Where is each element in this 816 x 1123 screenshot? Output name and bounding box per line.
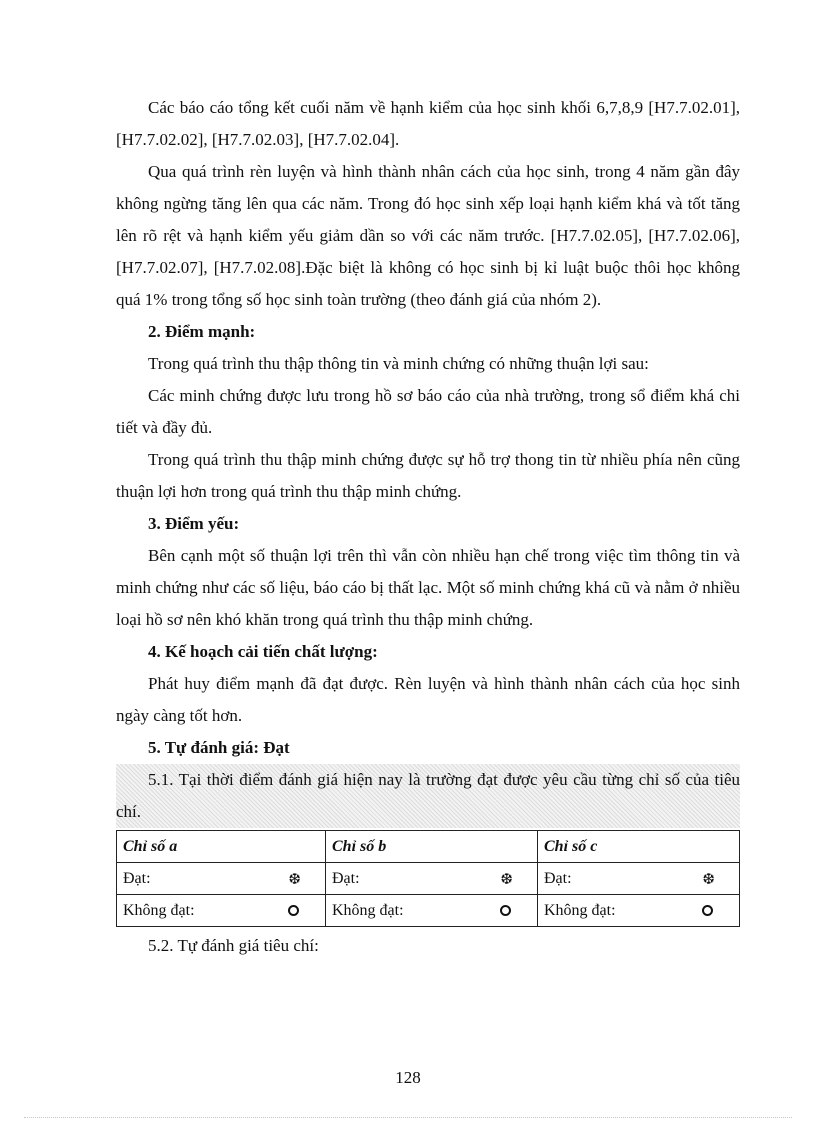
fail-label: Không đạt: xyxy=(332,901,404,919)
paragraph-evidence-stored: Các minh chứng được lưu trong hồ sơ báo cáo của nhà trường, trong sổ điểm khá chi tiết và đầy đủ. xyxy=(116,386,740,437)
header-index-a: Chỉ số a xyxy=(117,831,326,863)
paragraph-criteria-self: 5.2. Tự đánh giá tiêu chí: xyxy=(148,936,319,955)
pass-label: Đạt: xyxy=(123,869,151,887)
fail-label: Không đạt: xyxy=(123,901,195,919)
snowflake-icon: ❆ xyxy=(500,869,513,888)
ring-icon xyxy=(500,905,511,916)
document-page xyxy=(116,92,740,962)
paragraph-support: Trong quá trình thu thập minh chứng được sự hỗ trợ thong tin từ nhiều phía nên cũng thuận lợi hơn trong quá trình thu thập minh chứng. xyxy=(116,450,740,501)
cell-c-pass xyxy=(538,863,740,895)
header-index-b: Chỉ số b xyxy=(326,831,538,863)
cell-b-pass xyxy=(326,863,538,895)
cell-a-pass xyxy=(117,863,326,895)
fail-label: Không đạt: xyxy=(544,901,616,919)
page-number: 128 xyxy=(395,1068,421,1087)
ring-icon xyxy=(702,905,713,916)
heading-improvement-plan: 4. Kế hoạch cải tiến chất lượng: xyxy=(148,642,378,661)
paragraph-advantages-intro: Trong quá trình thu thập thông tin và minh chứng có những thuận lợi sau: xyxy=(148,354,649,373)
criteria-table xyxy=(116,830,740,927)
pass-label: Đạt: xyxy=(544,869,572,887)
cell-c-fail xyxy=(538,895,740,927)
paragraph-reports: Các báo cáo tổng kết cuối năm về hạnh kiểm của học sinh khối 6,7,8,9 [H7.7.02.01], [H7.7.02.02], [H7.7.02.03], [H7.7.02.04]. xyxy=(116,98,740,149)
heading-strengths: 2. Điểm mạnh: xyxy=(148,322,256,341)
snowflake-icon: ❆ xyxy=(288,869,301,888)
table-row-pass xyxy=(117,863,740,895)
paragraph-conduct-progress: Qua quá trình rèn luyện và hình thành nhân cách của học sinh, trong 4 năm gần đây không ngừng tăng lên qua các năm. Trong đó học sinh xếp loại hạnh kiểm khá và tốt tăng lên rõ rệt và hạnh kiểm yếu giảm dần so với các năm trước. [H7.7.02.05], [H7.7.02.06], [H7.7.02.07], [H7.7.02.08].Đặc biệt là không có học sinh bị kỉ luật buộc thôi học không quá 1% trong tổng số học sinh toàn trường (theo đánh giá của nhóm 2). xyxy=(116,162,740,309)
table-row-fail xyxy=(117,895,740,927)
ring-icon xyxy=(288,905,299,916)
cell-b-fail xyxy=(326,895,538,927)
paragraph-plan: Phát huy điểm mạnh đã đạt được. Rèn luyện và hình thành nhân cách của học sinh ngày càng tốt hơn. xyxy=(116,674,740,725)
snowflake-icon: ❆ xyxy=(702,869,715,888)
paragraph-criteria-status: 5.1. Tại thời điểm đánh giá hiện nay là trường đạt được yêu cầu từng chỉ số của tiêu chí. xyxy=(116,764,740,828)
heading-self-assessment: 5. Tự đánh giá: Đạt xyxy=(148,738,290,757)
paragraph-limitations: Bên cạnh một số thuận lợi trên thì vẫn còn nhiều hạn chế trong việc tìm thông tin và minh chứng như các số liệu, báo cáo bị thất lạc. Một số minh chứng khá cũ và nằm ở nhiều loại hồ sơ nên khó khăn trong quá trình thu thập minh chứng. xyxy=(116,546,740,629)
footer-divider xyxy=(24,1117,792,1118)
table-header-row xyxy=(117,831,740,863)
pass-label: Đạt: xyxy=(332,869,360,887)
heading-weaknesses: 3. Điểm yếu: xyxy=(148,514,240,533)
cell-a-fail xyxy=(117,895,326,927)
header-index-c: Chỉ số c xyxy=(538,831,740,863)
